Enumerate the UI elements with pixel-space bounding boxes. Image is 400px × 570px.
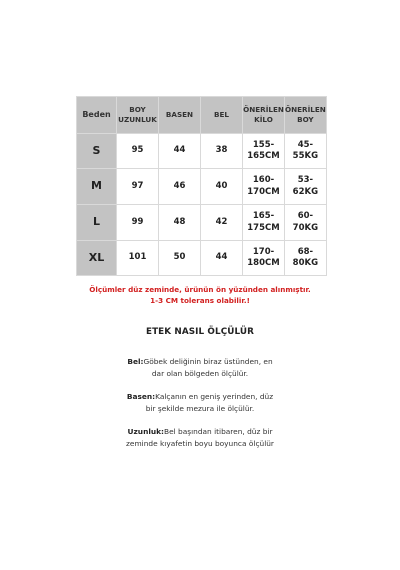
instruction-text: zeminde kıyafetin boyu boyunca ölçülür <box>126 438 274 448</box>
onerilen-kilo-text: 160- 170CM <box>247 175 280 197</box>
header-onerilen-boy-text: ÖNERİLEN BOY <box>285 105 326 124</box>
bel-cell: 44 <box>201 241 243 276</box>
boy-uzunluk-cell: 97 <box>117 169 159 205</box>
basen-cell: 44 <box>159 134 201 169</box>
warning-line-2: 1-3 CM tolerans olabilir.! <box>150 296 250 306</box>
size-cell: L <box>77 205 117 241</box>
boy-uzunluk-cell: 101 <box>117 241 159 276</box>
instruction-text: Göbek deliğinin biraz üstünden, en <box>143 357 273 366</box>
instruction-basen <box>0 391 400 415</box>
instruction-text: dar olan bölgeden ölçülür. <box>151 368 249 378</box>
onerilen-boy-text: 45- 55KG <box>292 139 319 161</box>
onerilen-boy-text: 60- 70KG <box>292 211 319 233</box>
tolerance-warning <box>0 284 400 306</box>
onerilen-boy-cell <box>285 134 327 169</box>
header-boy-uzunluk-text: BOY UZUNLUK <box>118 105 157 124</box>
basen-cell: 48 <box>159 205 201 241</box>
basen-cell: 46 <box>159 169 201 205</box>
onerilen-kilo-cell <box>243 205 285 241</box>
instruction-uzunluk <box>0 426 400 450</box>
warning-line-1: Ölçümler düz zeminde, ürünün ön yüzünden alınmıştır. <box>89 285 311 294</box>
onerilen-boy-text: 53- 62KG <box>292 175 319 197</box>
onerilen-boy-cell <box>285 241 327 276</box>
header-bel-text: BEL <box>214 110 229 120</box>
header-boy-uzunluk <box>117 97 159 134</box>
onerilen-kilo-cell <box>243 134 285 169</box>
boy-uzunluk-cell: 99 <box>117 205 159 241</box>
onerilen-kilo-text: 155- 165CM <box>247 139 280 161</box>
onerilen-kilo-cell <box>243 169 285 205</box>
instruction-text: Kalçanın en geniş yerinden, düz <box>155 392 274 401</box>
size-cell: S <box>77 134 117 169</box>
boy-uzunluk-cell: 95 <box>117 134 159 169</box>
instruction-label: Uzunluk: <box>127 427 164 436</box>
onerilen-boy-cell <box>285 205 327 241</box>
onerilen-boy-text: 68- 80KG <box>292 246 319 268</box>
onerilen-kilo-text: 165- 175CM <box>247 211 280 233</box>
instruction-label: Basen: <box>126 392 156 401</box>
header-bel <box>201 97 243 134</box>
size-cell: XL <box>77 241 117 276</box>
header-beden-text: Beden <box>82 109 111 119</box>
instruction-bel <box>0 356 400 380</box>
header-basen <box>159 97 201 134</box>
bel-cell: 38 <box>201 134 243 169</box>
instruction-label: Bel: <box>127 357 144 366</box>
size-cell: M <box>77 169 117 205</box>
table-row <box>77 134 327 169</box>
table-row <box>77 169 327 205</box>
onerilen-kilo-cell <box>243 241 285 276</box>
header-onerilen-boy <box>285 97 327 134</box>
instruction-text: bir şekilde mezura ile ölçülür. <box>145 403 255 413</box>
instruction-text: Bel başından itibaren, düz bir <box>164 427 273 436</box>
onerilen-kilo-text: 170- 180CM <box>247 246 280 268</box>
header-onerilen-kilo <box>243 97 285 134</box>
bel-cell: 42 <box>201 205 243 241</box>
header-onerilen-kilo-text: ÖNERİLEN KİLO <box>243 105 284 124</box>
header-basen-text: BASEN <box>165 110 194 120</box>
size-chart-table <box>76 96 327 276</box>
table-row <box>77 241 327 276</box>
table-header-row <box>77 97 327 134</box>
header-beden <box>77 97 117 134</box>
onerilen-boy-cell <box>285 169 327 205</box>
basen-cell: 50 <box>159 241 201 276</box>
section-heading: ETEK NASIL ÖLÇÜLÜR <box>145 327 255 337</box>
bel-cell: 40 <box>201 169 243 205</box>
table-row <box>77 205 327 241</box>
